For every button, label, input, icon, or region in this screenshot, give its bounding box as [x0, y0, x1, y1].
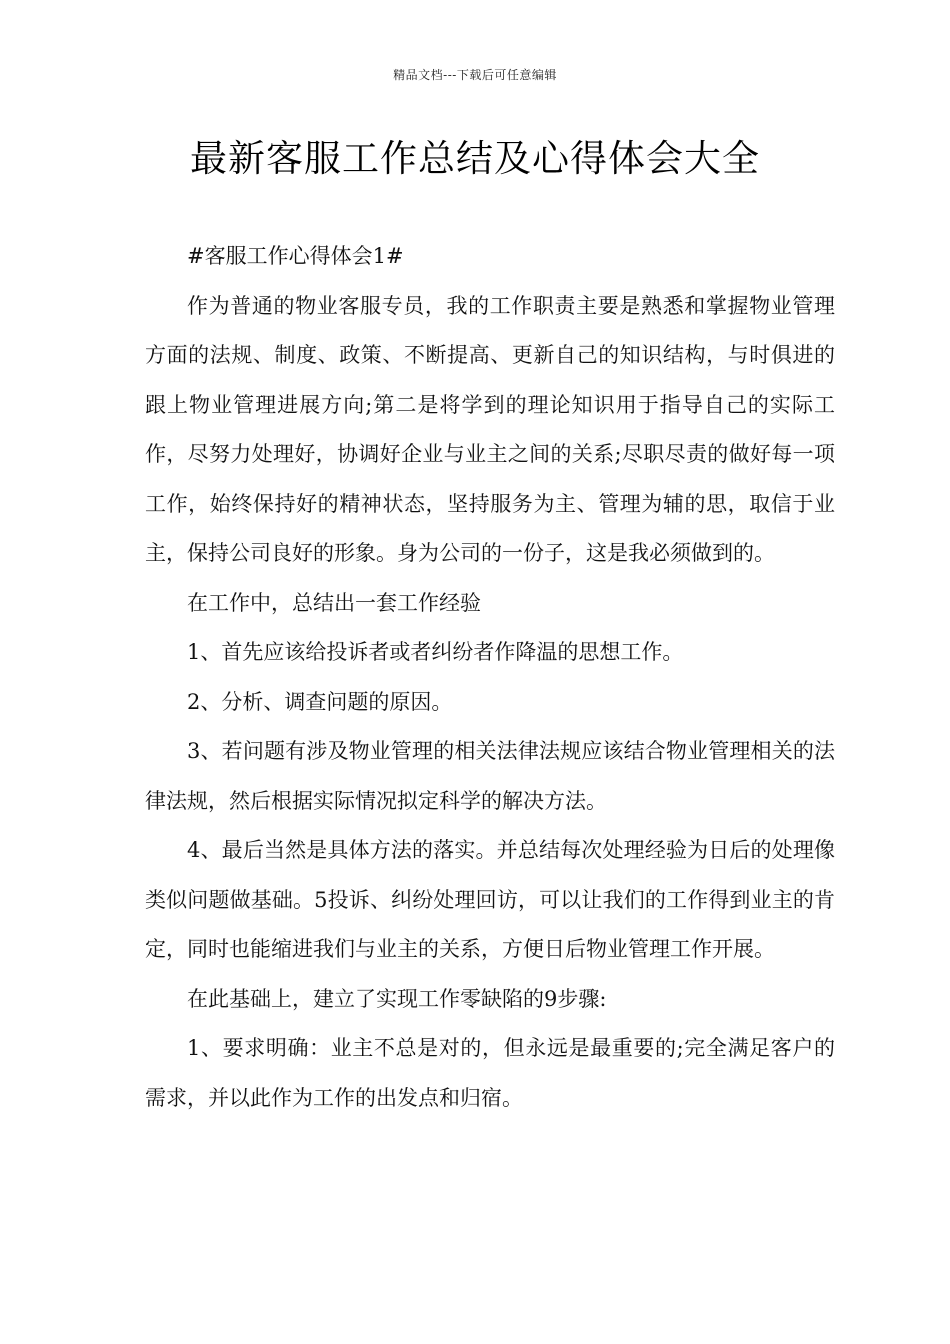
section-heading: #客服工作心得体会1#	[187, 244, 404, 268]
list-item: 2、分析、调查问题的原因。	[187, 689, 453, 714]
paragraph: 作为普通的物业客服专员，我的工作职责主要是熟悉和掌握物业管理方面的法规、制度、政策、不断提高、更新自己的知识结构，与时俱进的跟上物业管理进展方向;第二是将学到的理论知识用于指导自己的实际工作，尽努力处理好，协调好企业与业主之间的关系;尽职尽责的做好每一项工作，始终保持好的精神状态，坚持服务为主、管理为辅的思，取信于业主，保持公司良好的形象。身为公司的一份子，这是我必须做到的。	[145, 293, 835, 565]
document-title: 最新客服工作总结及心得体会大全	[190, 137, 760, 180]
list-item: 3、若问题有涉及物业管理的相关法律法规应该结合物业管理相关的法律法规，然后根据实际情况拟定科学的解决方法。	[145, 739, 835, 813]
header-note: 精品文档---下载后可任意编辑	[393, 68, 557, 82]
list-item: 4、最后当然是具体方法的落实。并总结每次处理经验为日后的处理像类似问题做基础。5投诉、纠纷处理回访，可以让我们的工作得到业主的肯定，同时也能缩进我们与业主的关系，方便日后物业管理工作开展。	[145, 838, 835, 961]
paragraph: 在此基础上，建立了实现工作零缺陷的9步骤:	[187, 986, 607, 1011]
list-item: 1、要求明确：业主不总是对的，但永远是最重要的;完全满足客户的需求，并以此作为工作的出发点和归宿。	[145, 1036, 835, 1110]
paragraph: 在工作中，总结出一套工作经验	[187, 590, 481, 615]
list-item: 1、首先应该给投诉者或者纠纷者作降温的思想工作。	[187, 640, 684, 664]
document-body	[145, 232, 835, 1123]
